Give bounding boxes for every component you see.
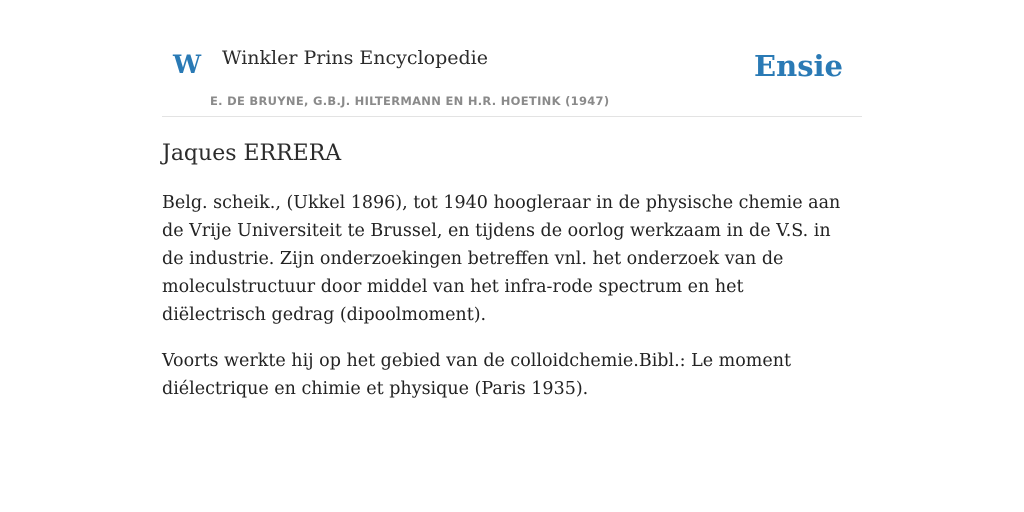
ensie-brand-logo[interactable]: Ensie	[754, 49, 843, 83]
winkler-prins-logo[interactable]: W	[173, 50, 202, 79]
article-paragraph-2: Voorts werkte hij op het gebied van de colloidchemie.Bibl.: Le moment diélectrique en chimie et physique (Paris 1935).	[162, 350, 792, 399]
article-paragraph-1: Belg. scheik., (Ukkel 1896), tot 1940 hoogleraar in de physische chemie aan de Vrije Universiteit te Brussel, en tijdens de oorlog werkzaam in de V.S. in de industrie. Zijn onderzoekingen betreffen vnl. het onderzoek van de moleculstructuur door middel van het infra-rode spectrum en het diëlectrisch gedrag (dipoolmoment).	[162, 192, 841, 325]
source-title-link[interactable]: Winkler Prins Encyclopedie	[222, 47, 488, 69]
header	[162, 0, 862, 117]
source-authors: E. DE BRUYNE, G.B.J. HILTERMANN EN H.R. HOETINK (1947)	[210, 94, 610, 108]
article	[162, 140, 852, 421]
article-title: Jaques ERRERA	[162, 141, 342, 166]
